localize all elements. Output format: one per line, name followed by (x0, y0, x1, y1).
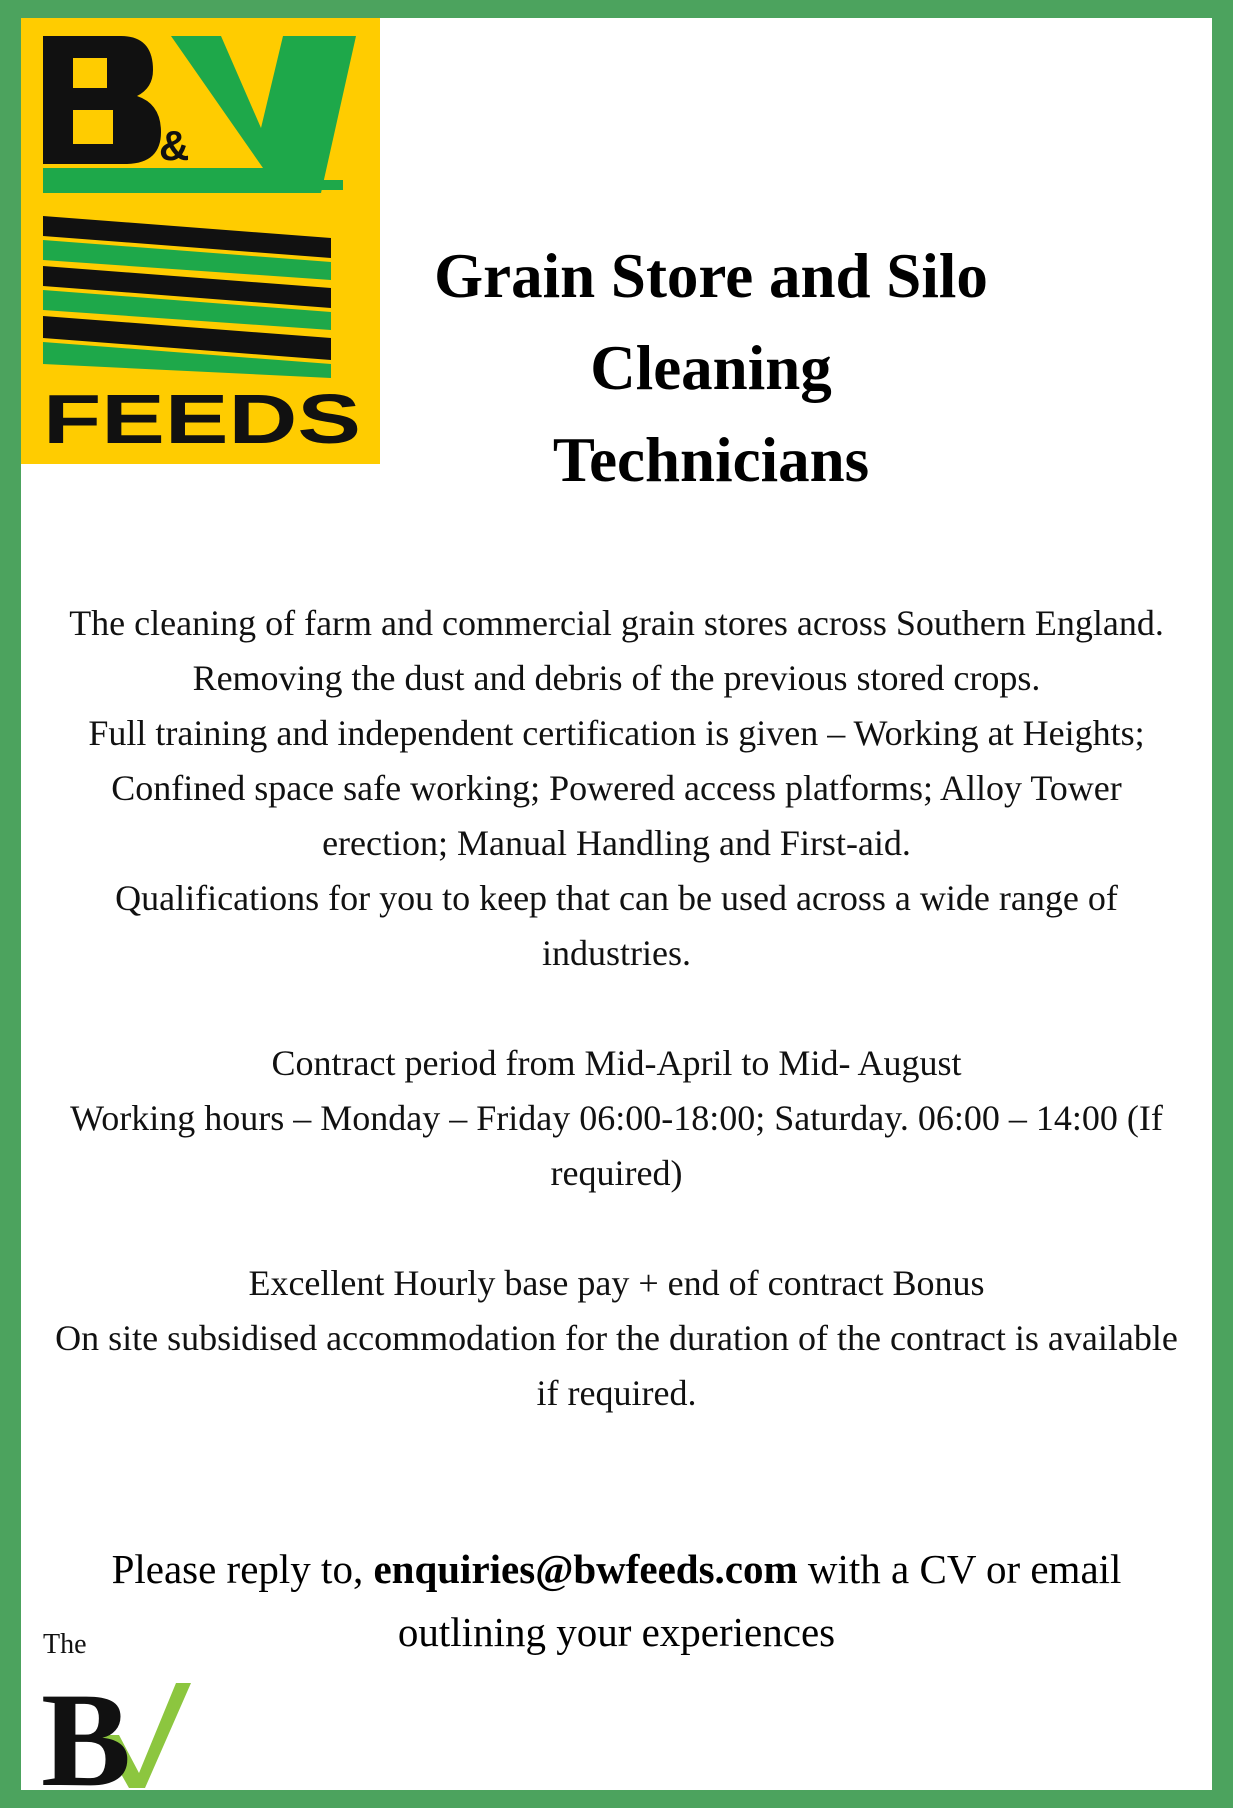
job-description (51, 596, 1182, 1421)
working-hours: Working hours – Monday – Friday 06:00-18:00; Saturday. 06:00 – 14:00 (If required) (70, 1098, 1163, 1193)
reply-instructions (51, 1538, 1182, 1664)
svg-text:&: & (159, 122, 190, 169)
accommodation-info: On site subsidised accommodation for the duration of the contract is available if required. (55, 1318, 1178, 1413)
reply-email-link[interactable]: enquiries@bwfeeds.com (373, 1546, 798, 1592)
the-bv-logo (41, 1623, 201, 1793)
contract-period: Contract period from Mid-April to Mid- August (271, 1043, 962, 1083)
job-advert-page (21, 18, 1212, 1793)
pay-info: Excellent Hourly base pay + end of contract Bonus (248, 1263, 985, 1303)
title-line-1: Grain Store and Silo (434, 241, 988, 312)
bw-feeds-logo-graphic (21, 18, 380, 464)
reply-prefix: Please reply to, (111, 1546, 374, 1592)
bv-logo-the-text: The (43, 1629, 87, 1660)
logo-feeds-text: FEEDS (43, 380, 361, 458)
reply-suffix: with a CV or email outlining your experiences (397, 1546, 1122, 1655)
description-paragraph: The cleaning of farm and commercial grain stores across Southern England. Removing the dust and debris of the previous stored crops. (69, 603, 1164, 698)
page-title (431, 230, 991, 506)
bv-logo-letter: B (41, 1666, 132, 1793)
qualifications-paragraph: Qualifications for you to keep that can be used across a wide range of industries. (115, 878, 1118, 973)
title-line-2: Cleaning Technicians (552, 333, 870, 496)
bv-logo-graphic (41, 1623, 201, 1793)
training-paragraph: Full training and independent certification is given – Working at Heights; Confined space safe working; Powered access platforms; Alloy Tower erection; Manual Handling and First-aid. (88, 713, 1145, 863)
bw-feeds-logo (21, 18, 380, 464)
